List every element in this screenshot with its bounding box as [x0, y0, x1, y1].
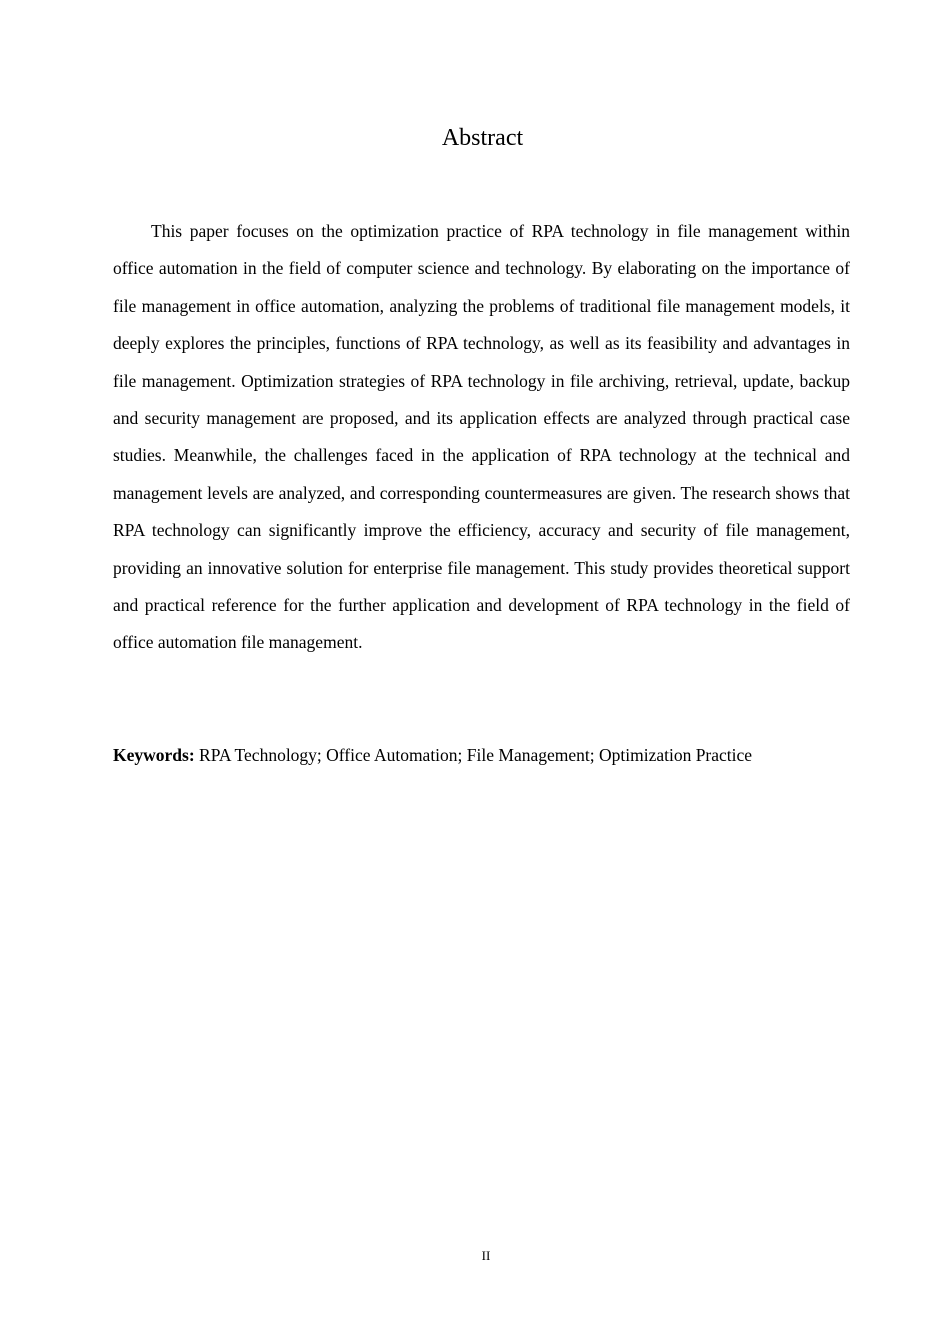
keywords-line — [113, 737, 850, 774]
keywords-label: Keywords: — [113, 745, 195, 765]
keywords-text: RPA Technology; Office Automation; File Management; Optimization Practice — [194, 745, 753, 765]
abstract-paragraph: This paper focuses on the optimization practice of RPA technology in file management within office automation in the field of computer science and technology. By elaborating on the importance of file management in office automation, analyzing the problems of traditional file management models, it deeply explores the principles, functions of RPA technology, as well as its feasibility and advantages in file management. Optimization strategies of RPA technology in file archiving, retrieval, update, backup and security management are proposed, and its application effects are analyzed through practical case studies. Meanwhile, the challenges faced in the application of RPA technology at the technical and management levels are analyzed, and corresponding countermeasures are given. The research shows that RPA technology can significantly improve the efficiency, accuracy and security of file management, providing an innovative solution for enterprise file management. This study provides theoretical support and practical reference for the further application and development of RPA technology in the field of office automation file management. — [113, 221, 850, 653]
page-number: II — [481, 1248, 491, 1263]
page-title: Abstract — [441, 125, 524, 151]
